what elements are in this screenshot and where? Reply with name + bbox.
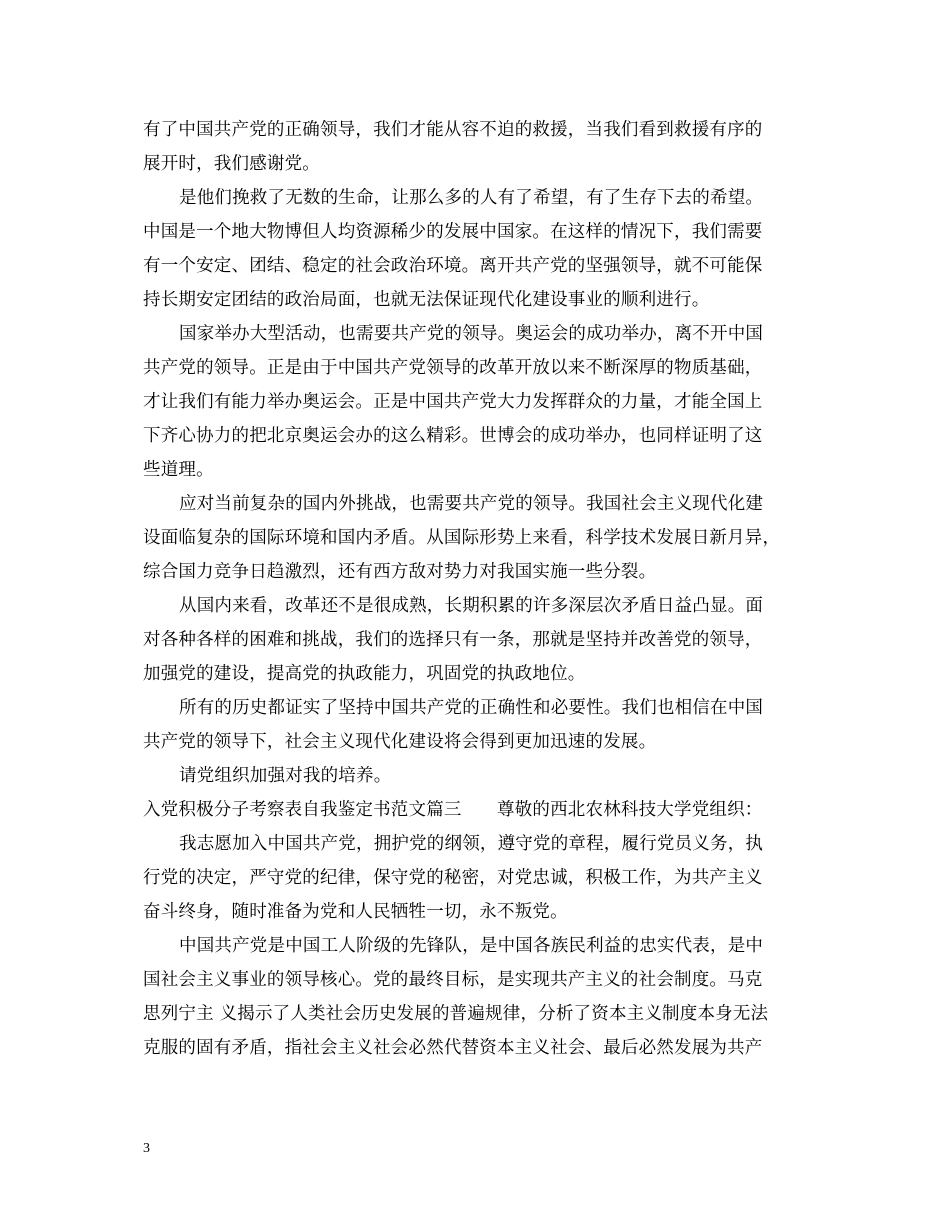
text-line: 些道理。	[143, 460, 214, 480]
body-text	[143, 113, 823, 1065]
text-line: 所有的历史都证实了坚持中国共产党的正确性和必要性。我们也相信在中国	[179, 698, 764, 718]
text-line: 中国是一个地大物博但人均资源稀少的发展中国家。在这样的情况下，我们需要	[143, 222, 763, 242]
text-line: 思列宁主 义揭示了人类社会历史发展的普遍规律，分析了资本主义制度本身无法	[143, 1004, 769, 1024]
text-line: 是他们挽救了无数的生命，让那么多的人有了希望，有了生存下去的希望。	[179, 188, 764, 208]
text-line: 奋斗终身，随时准备为党和人民牺牲一切，永不叛党。	[143, 902, 568, 922]
text-line: 国社会主义事业的领导核心。党的最终目标，是实现共产主义的社会制度。马克	[143, 970, 763, 990]
text-line: 下齐心协力的把北京奥运会办的这么精彩。世博会的成功举办，也同样证明了这	[143, 426, 763, 446]
text-line: 应对当前复杂的国内外挑战，也需要共产党的领导。我国社会主义现代化建	[179, 494, 764, 514]
text-line: 行党的决定，严守党的纪律，保守党的秘密，对党忠诚，积极工作，为共产主义	[143, 868, 763, 888]
text-line: 有了中国共产党的正确领导，我们才能从容不迫的救援，当我们看到救援有序的	[143, 120, 763, 140]
text-line: 共产党的领导。正是由于中国共产党领导的改革开放以来不断深厚的物质基础，	[143, 358, 763, 378]
text-line: 设面临复杂的国际环境和国内矛盾。从国际形势上来看，科学技术发展日新月异，	[143, 528, 781, 548]
text-line: 才让我们有能力举办奥运会。正是中国共产党大力发挥群众的力量，才能全国上	[143, 392, 763, 412]
text-line: 中国共产党是中国工人阶级的先锋队，是中国各族民利益的忠实代表，是中	[179, 936, 764, 956]
text-line: 展开时，我们感谢党。	[143, 154, 320, 174]
text-line: 请党组织加强对我的培养。	[179, 766, 392, 786]
text-line: 综合国力竞争日趋激烈，还有西方敌对势力对我国实施一些分裂。	[143, 562, 657, 582]
text-line: 克服的固有矛盾，指社会主义社会必然代替资本主义社会、最后必然发展为共产	[143, 1038, 763, 1058]
text-line: 国家举办大型活动，也需要共产党的领导。奥运会的成功举办，离不开中国	[179, 324, 764, 344]
text-line: 有一个安定、团结、稳定的社会政治环境。离开共产党的坚强领导，就不可能保	[143, 256, 763, 276]
text-line: 共产党的领导下，社会主义现代化建设将会得到更加迅速的发展。	[143, 732, 657, 752]
text-line: 对各种各样的困难和挑战，我们的选择只有一条，那就是坚持并改善党的领导，	[143, 630, 763, 650]
text-line: 入党积极分子考察表自我鉴定书范文篇三 尊敬的西北农林科技大学党组织：	[143, 800, 763, 820]
text-line: 我志愿加入中国共产党，拥护党的纲领，遵守党的章程，履行党员义务，执	[179, 834, 764, 854]
page-number: 3	[143, 1141, 150, 1156]
text-line: 持长期安定团结的政治局面，也就无法保证现代化建设事业的顺利进行。	[143, 290, 710, 310]
text-line: 从国内来看，改革还不是很成熟，长期积累的许多深层次矛盾日益凸显。面	[179, 596, 764, 616]
text-line: 加强党的建设，提高党的执政能力，巩固党的执政地位。	[143, 664, 586, 684]
